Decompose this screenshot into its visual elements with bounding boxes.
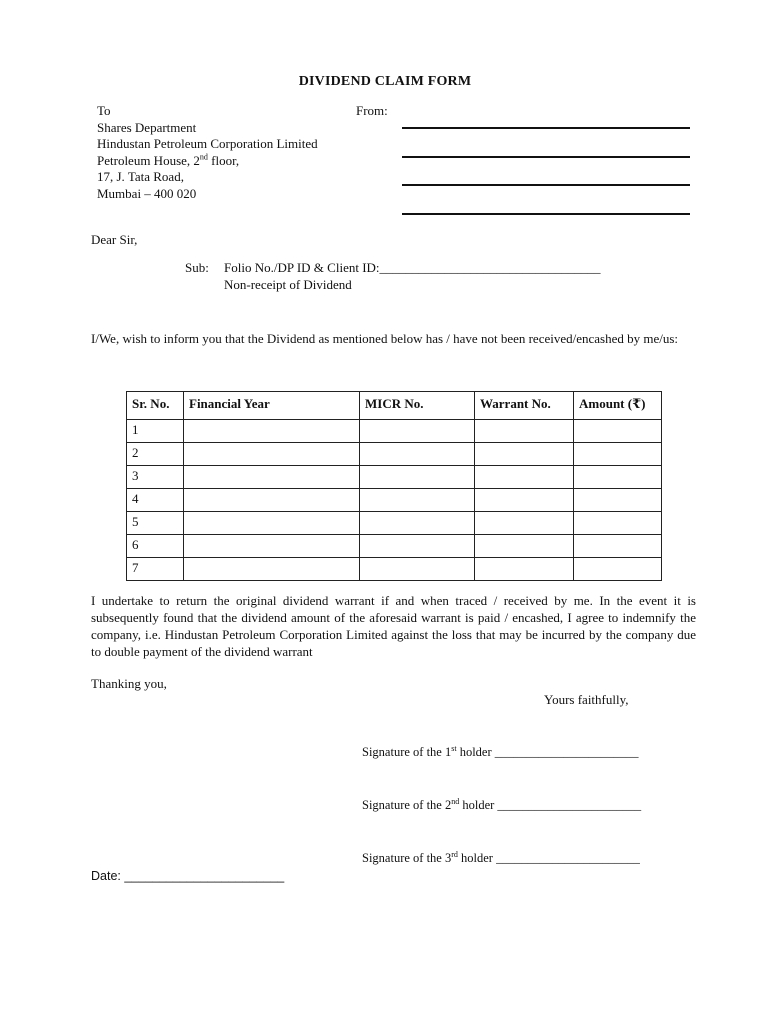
- micr-cell[interactable]: [360, 466, 475, 489]
- intro-paragraph: I/We, wish to inform you that the Dividend as mentioned below has / have not been received/encashed by me/us:: [91, 331, 679, 346]
- col-sr-no: Sr. No.: [127, 392, 184, 420]
- micr-cell[interactable]: [360, 558, 475, 581]
- row-number: 3: [127, 466, 184, 489]
- subject-label: Sub:: [185, 260, 209, 275]
- address-line-city: Mumbai – 400 020: [97, 185, 197, 201]
- from-label: From:: [356, 103, 388, 118]
- micr-cell[interactable]: [360, 420, 475, 443]
- table-row: [127, 535, 662, 558]
- dividend-table: [126, 391, 662, 581]
- financial-year-cell[interactable]: [184, 420, 360, 443]
- table-row: [127, 558, 662, 581]
- micr-cell[interactable]: [360, 443, 475, 466]
- date-field[interactable]: Date: _______________________: [91, 869, 285, 883]
- col-warrant-no: Warrant No.: [475, 392, 574, 420]
- micr-cell[interactable]: [360, 535, 475, 558]
- amount-cell[interactable]: [574, 420, 662, 443]
- subject-body: [224, 260, 601, 293]
- subject-text: Non-receipt of Dividend: [224, 276, 352, 292]
- micr-cell[interactable]: [360, 489, 475, 512]
- address-line-street: 17, J. Tata Road,: [97, 169, 184, 184]
- row-number: 2: [127, 443, 184, 466]
- table-row: [127, 512, 662, 535]
- warrant-cell[interactable]: [475, 443, 574, 466]
- amount-cell[interactable]: [574, 535, 662, 558]
- warrant-cell[interactable]: [475, 489, 574, 512]
- warrant-cell[interactable]: [475, 535, 574, 558]
- address-line-building: Petroleum House, 2nd floor,: [97, 152, 240, 168]
- table-row: [127, 466, 662, 489]
- financial-year-cell[interactable]: [184, 512, 360, 535]
- financial-year-cell[interactable]: [184, 443, 360, 466]
- thanking-text: Thanking you,: [91, 676, 167, 691]
- signature-holder-3[interactable]: Signature of the 3rd holder _______________________: [362, 849, 640, 865]
- col-financial-year: Financial Year: [184, 392, 360, 420]
- address-line-department: Shares Department: [97, 119, 197, 135]
- closing-text: Yours faithfully,: [544, 692, 629, 707]
- form-title: DIVIDEND CLAIM FORM: [298, 74, 472, 89]
- warrant-cell[interactable]: [475, 558, 574, 581]
- row-number: 5: [127, 512, 184, 535]
- amount-cell[interactable]: [574, 466, 662, 489]
- row-number: 1: [127, 420, 184, 443]
- signature-holder-2[interactable]: Signature of the 2nd holder _______________________: [362, 796, 642, 812]
- table-row: [127, 443, 662, 466]
- financial-year-cell[interactable]: [184, 489, 360, 512]
- to-address-block: [97, 103, 318, 202]
- col-micr-no: MICR No.: [360, 392, 475, 420]
- table-row: [127, 420, 662, 443]
- folio-field[interactable]: Folio No./DP ID & Client ID:__________________________________: [224, 260, 601, 275]
- micr-cell[interactable]: [360, 512, 475, 535]
- salutation: Dear Sir,: [91, 232, 138, 247]
- col-amount: Amount (₹): [574, 392, 662, 420]
- from-line-3[interactable]: [402, 184, 690, 186]
- undertaking-paragraph: I undertake to return the original dividend warrant if and when traced / received by me. In the event it is subsequently found that the dividend amount of the aforesaid warrant is paid / encashed, I agree to indemnify the company, i.e. Hindustan Petroleum Corporation Limited against the loss that may be incurred by the company due to double payment of the dividend warrant: [91, 593, 696, 659]
- from-line-4[interactable]: [402, 213, 690, 215]
- table-row: [127, 489, 662, 512]
- signature-holder-1[interactable]: Signature of the 1st holder _______________________: [362, 743, 639, 759]
- financial-year-cell[interactable]: [184, 535, 360, 558]
- row-number: 7: [127, 558, 184, 581]
- from-line-2[interactable]: [402, 156, 690, 158]
- warrant-cell[interactable]: [475, 420, 574, 443]
- row-number: 4: [127, 489, 184, 512]
- warrant-cell[interactable]: [475, 466, 574, 489]
- financial-year-cell[interactable]: [184, 466, 360, 489]
- amount-cell[interactable]: [574, 512, 662, 535]
- amount-cell[interactable]: [574, 558, 662, 581]
- from-line-1[interactable]: [402, 127, 690, 129]
- amount-cell[interactable]: [574, 489, 662, 512]
- financial-year-cell[interactable]: [184, 558, 360, 581]
- row-number: 6: [127, 535, 184, 558]
- warrant-cell[interactable]: [475, 512, 574, 535]
- address-line-company: Hindustan Petroleum Corporation Limited: [97, 136, 318, 151]
- amount-cell[interactable]: [574, 443, 662, 466]
- table-header-row: [127, 392, 662, 420]
- to-label: To: [97, 103, 111, 118]
